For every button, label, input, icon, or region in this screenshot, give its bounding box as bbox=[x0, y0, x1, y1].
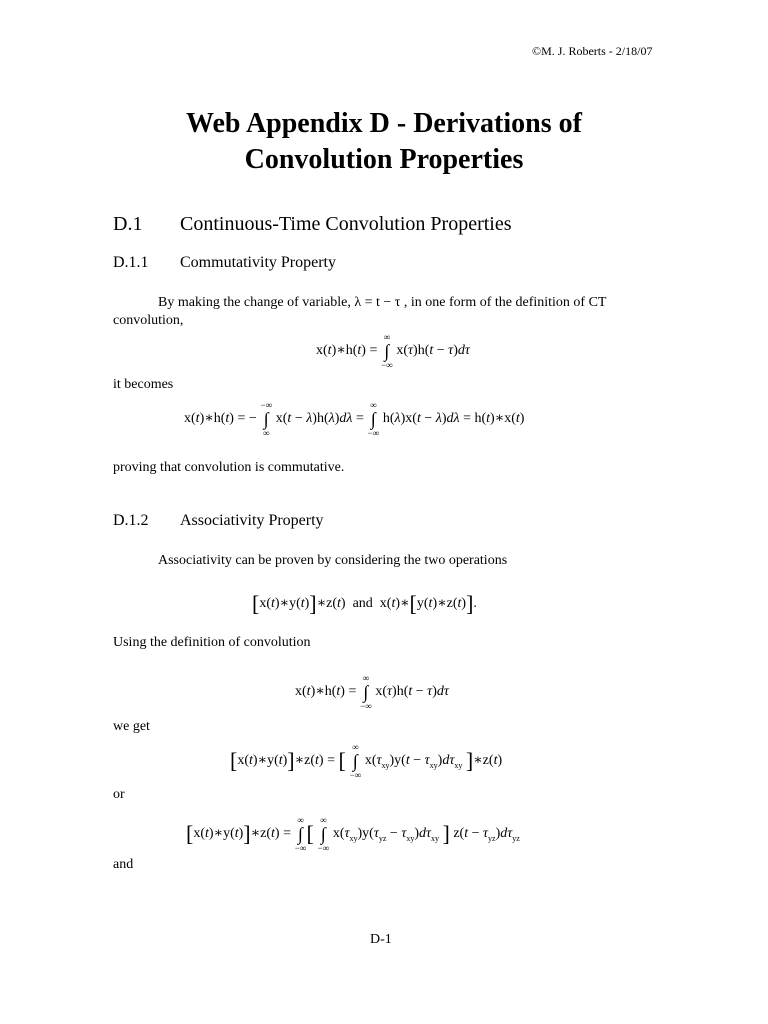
equation-associativity-step2: [x(t)∗y(t)]∗z(t) = ∞ ∫ −∞ [ ∞ ∫ −∞ $x(\tau_{xy})y(\tau_{yz} - \tau_{xy})d\tau_{xy}$ ] $z(t - \tau_{yz})d\tau_{yz}$ bbox=[186, 815, 520, 853]
paragraph-line: it becomes bbox=[113, 377, 174, 392]
equation-associativity-step1: [x(t)∗y(t)]∗z(t) = [ ∞ ∫ −∞ $x(\tau_{xy})y(t - \tau_{xy})d\tau_{xy}$ ]∗z(t) bbox=[230, 742, 503, 780]
equation-convolution-definition: x(t)∗h(t) = ∞ ∫ −∞ x(τ)h(t − τ)dτ bbox=[295, 672, 449, 711]
subsection-title: Associativity Property bbox=[180, 512, 324, 529]
paragraph-line: proving that convolution is commutative. bbox=[113, 460, 345, 475]
paragraph-line: By making the change of variable, λ = t − τ , in one form of the definition of CT bbox=[158, 295, 607, 310]
section-number: D.1 bbox=[113, 213, 143, 235]
subsection-title: Commutativity Property bbox=[180, 254, 336, 271]
document-title-line2: Convolution Properties bbox=[244, 144, 524, 175]
copyright-header: ©M. J. Roberts - 2/18/07 bbox=[532, 44, 653, 58]
paragraph-line: convolution, bbox=[113, 313, 184, 328]
paragraph-line: Associativity can be proven by considering the two operations bbox=[158, 553, 508, 568]
page-number: D-1 bbox=[370, 932, 392, 947]
subsection-number: D.1.2 bbox=[113, 512, 149, 529]
equation-convolution-definition: x(t)∗h(t) = ∞ ∫ −∞ x(τ)h(t − τ)dτ bbox=[316, 331, 470, 370]
subsection-number: D.1.1 bbox=[113, 254, 149, 271]
section-title: Continuous-Time Convolution Properties bbox=[180, 213, 512, 235]
equation-associativity-operations: [x(t)∗y(t)]∗z(t) and x(t)∗[y(t)∗z(t)]. bbox=[252, 591, 477, 616]
document-title-line1: Web Appendix D - Derivations of bbox=[186, 108, 582, 139]
paragraph-line: we get bbox=[113, 719, 150, 734]
paragraph-line: and bbox=[113, 857, 134, 872]
equation-commutativity: x(t)∗h(t) = − −∞ ∫ ∞ x(t − λ)h(λ)dλ = ∞ ∫ −∞ h(λ)x(t − λ)dλ = h(t)∗x(t) bbox=[184, 399, 525, 438]
paragraph-line: Using the definition of convolution bbox=[113, 635, 311, 650]
paragraph-line: or bbox=[113, 787, 125, 802]
